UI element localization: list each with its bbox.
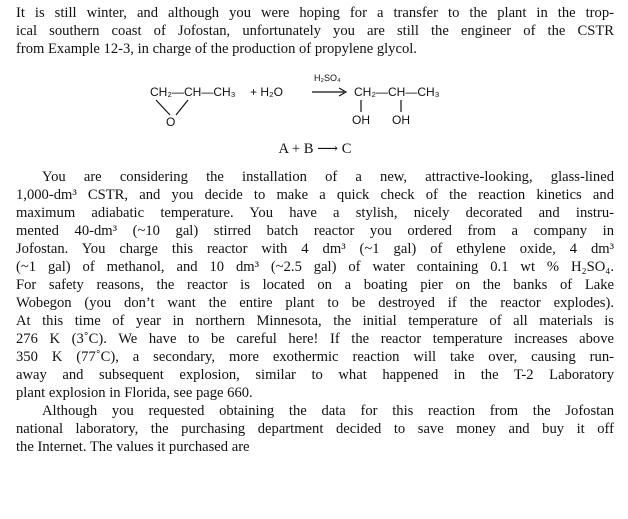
text-line: Wobegon (you don’t want the entire plant to be destroyed if the reactor explodes). xyxy=(16,295,614,311)
text-line: from Example 12-3, in charge of the production of propylene glycol. xyxy=(16,41,417,57)
propylene-glycol-formula: CH₂—CH—CH₃ xyxy=(354,85,440,99)
text-line: ical southern coast of Jofostan, unfortunately you are still the engineer of the CSTR xyxy=(16,23,614,39)
text-line: You are considering the installation of a new, attractive-looking, glass-lined xyxy=(42,169,614,185)
text-line: mented 40-dm³ (~10 gal) stirred batch reactor you ordered from a company in xyxy=(16,223,614,239)
text-line: 1,000-dm³ CSTR, and you decide to make a quick check of the reaction kinetics and xyxy=(16,187,614,203)
catalyst-label: H₂SO₄ xyxy=(314,73,341,83)
text-line: Although you requested obtaining the data for this reaction from the Jofostan xyxy=(42,403,614,419)
text-line: away and subsequent explosion, similar to what happened in the T-2 Laboratory xyxy=(16,367,614,383)
text-line: maximum adiabatic temperature. You have a stylish, nicely decorated and instru- xyxy=(16,205,614,221)
text-line: It is still winter, and although you were hoping for a transfer to the plant in the trop- xyxy=(16,5,614,21)
epoxide-bond-left xyxy=(156,100,170,115)
epoxide-oxygen: O xyxy=(166,115,176,129)
reaction-equation xyxy=(16,70,614,134)
closing-paragraph xyxy=(16,402,614,456)
text-line: 350 K (77˚C), a secondary, more exothermic reaction will take over, causing run- xyxy=(16,349,614,365)
body-paragraph xyxy=(16,168,614,402)
hydroxyl-2: OH xyxy=(392,113,410,127)
text-line: the Internet. The values it purchased are xyxy=(16,439,250,455)
text-line: Jofostan. You charge this reactor with 4 dm³ (~1 gal) of ethylene oxide, 4 dm³ xyxy=(16,241,614,257)
text-line: plant explosion in Florida, see page 660. xyxy=(16,385,253,401)
reaction-scheme: A + B ⟶ C xyxy=(278,141,352,157)
water-term: + H₂O xyxy=(250,85,283,99)
epoxide-bond-right xyxy=(176,100,188,115)
text-line: At this time of year in northern Minnesota, the initial temperature of all materials is xyxy=(16,313,614,329)
intro-paragraph xyxy=(16,4,614,58)
reaction-diagram xyxy=(16,70,614,134)
hydroxyl-1: OH xyxy=(352,113,370,127)
propylene-oxide-formula: CH₂—CH—CH₃ xyxy=(150,85,236,99)
text-line: national laboratory, the purchasing department decided to save money and buy it off xyxy=(16,421,614,437)
text-line: For safety reasons, the reactor is located on a boating pier on the banks of Lake xyxy=(16,277,614,293)
text-line: (~1 gal) of methanol, and 10 dm³ (~2.5 gal) of water containing 0.1 wt % H₂SO₄. xyxy=(16,259,614,275)
text-line: 276 K (3˚C). We have to be careful here! If the reactor temperature increases above xyxy=(16,331,614,347)
page xyxy=(16,4,614,456)
